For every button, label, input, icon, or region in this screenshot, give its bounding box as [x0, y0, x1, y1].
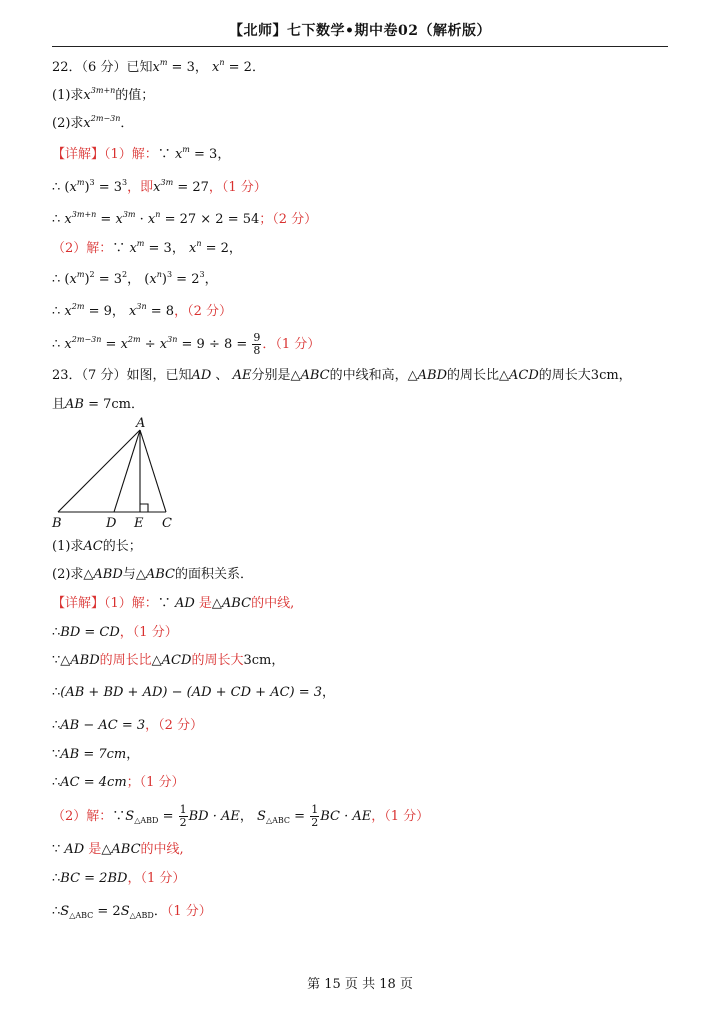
q23-stem: 23．（7 分）如图，已知AD 、 AE分别是△ABC的中线和高，△ABD的周长比△ACD的周长大3cm， [52, 368, 632, 383]
label-E: E [134, 516, 144, 531]
sol23-line10: ∴BC = 2BD，（1 分） [52, 871, 186, 886]
q22-part1: (1)求$x^{3m+n}$的值； [52, 86, 155, 103]
sol22-line1: 【详解】（1）解：∵ $x^m = 3$， [52, 145, 231, 162]
q22-number: 22． [52, 60, 82, 75]
sol22-line3: ∴ $x^{3m+n} = x^{3m} \cdot x^n = 27 \times 2 = 54$；（2 分） [52, 210, 318, 227]
label-D: D [106, 516, 117, 531]
sol23-line7: ∴AC = 4cm；（1 分） [52, 775, 185, 790]
sol22-line5: ∴ $(x^m)^2 = 3^2$， $(x^n)^3 = 2^3$， [52, 270, 218, 287]
label-B: B [52, 516, 62, 531]
q22-stem: 22．（6 分）已知$x^m = 3$， $x^n = 2$． [52, 58, 265, 75]
sol23-line11: $\therefore S_{\triangle ABC} = 2S_{\triangle ABD}$．（1 分） [52, 904, 212, 920]
sol23-line3: ∵△ABD的周长比△ACD的周长大3cm， [52, 653, 285, 668]
triangle-figure [44, 414, 184, 536]
sol22-line6: ∴ $x^{2m} = 9$， $x^{3n} = 8$，（2 分） [52, 302, 232, 319]
segment-AB [58, 430, 140, 512]
q23-part2: (2)求△ABD与△ABC的面积关系． [52, 567, 253, 582]
label-C: C [162, 516, 172, 531]
q23-number: 23． [52, 368, 82, 383]
sol23-line1: 【详解】（1）解：∵ AD 是△ABC的中线, [52, 596, 295, 611]
q23-part1: (1)求AC的长； [52, 539, 142, 554]
fraction-9-8: $\frac{9}{8}$ [253, 331, 261, 357]
sol23-line6: ∵AB = 7cm， [52, 747, 140, 762]
fraction-half: $\frac{1}{2}$ [311, 803, 319, 829]
q23-stem-line2: 且AB = 7cm． [52, 397, 145, 412]
page-footer: 第 15 页 共 18 页 [307, 977, 413, 992]
sol23-line4: ∴(AB + BD + AD) − (AD + CD + AC) = 3， [52, 685, 336, 700]
sol23-line8: （2）解：$\because S_{\triangle ABD}$ = $\frac{1}{2}$ BD · AE， $S_{\triangle ABC}$ = $\frac{1}{2}$ BC · AE，（1 分） [52, 803, 430, 829]
sol23-line2: ∴BD = CD，（1 分） [52, 625, 178, 640]
q22-part2: (2)求$x^{2m-3n}$． [52, 114, 134, 131]
segment-AC [140, 430, 166, 512]
page-header: 【北师】七下数学•期中卷02（解析版） [229, 23, 491, 39]
fraction-half: $\frac{1}{2}$ [179, 803, 187, 829]
header-rule [52, 46, 668, 47]
sol22-line2: ∴ $(x^m)^3 = 3^3$，即$x^{3m} = 27$，（1 分） [52, 178, 267, 195]
sol23-line5: ∴AB − AC = 3，（2 分） [52, 718, 204, 733]
right-angle-mark [140, 504, 148, 512]
sol22-line4: （2）解：∵ $x^m = 3$， $x^n = 2$， [52, 239, 242, 256]
sol22-line7: ∴ $x^{2m-3n} = x^{2m} \div x^{3n} = 9 \div 8$ = $\frac{9}{8}$ ．（1 分） [52, 331, 321, 357]
label-A: A [136, 416, 146, 431]
sol23-line9: ∵ AD 是△ABC的中线, [52, 842, 184, 857]
